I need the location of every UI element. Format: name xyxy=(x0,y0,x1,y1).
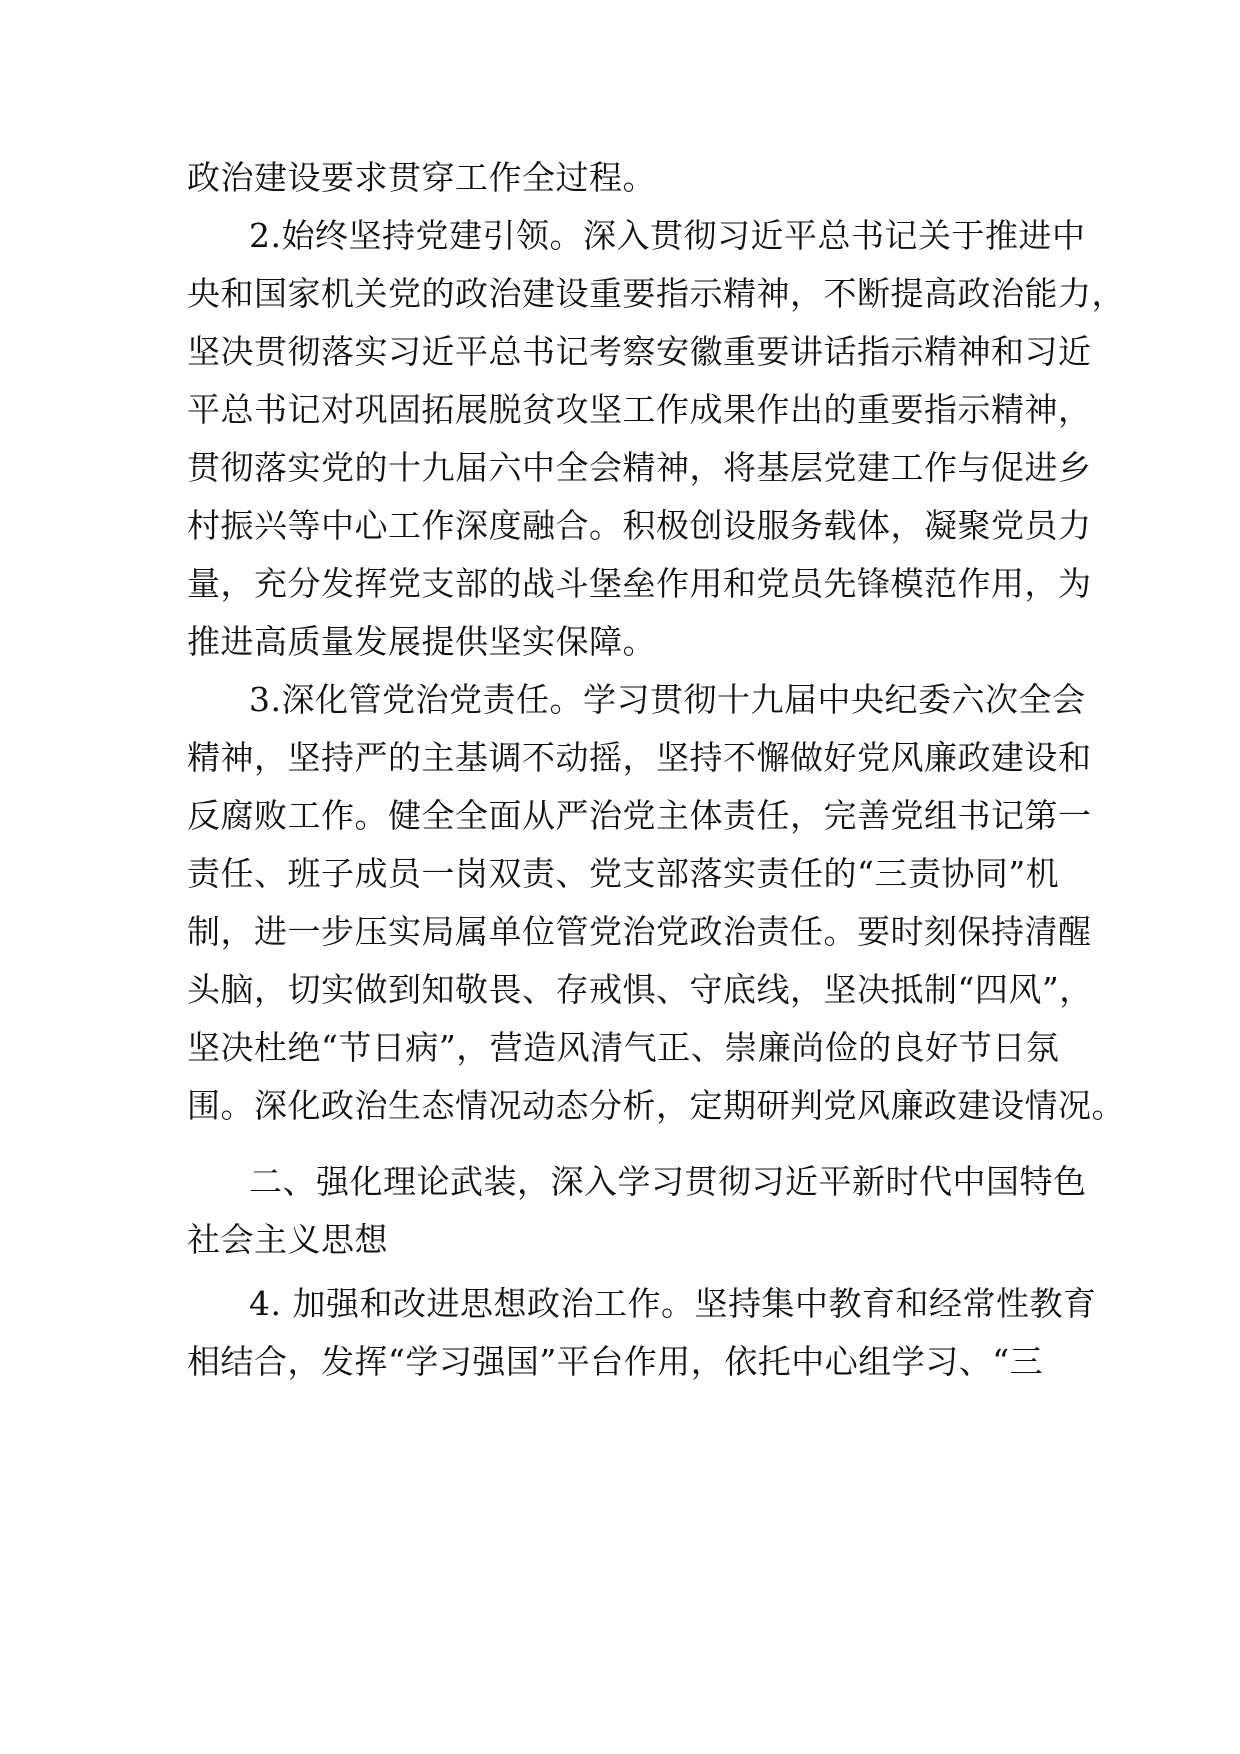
paragraph-3-line-1: 3.深化管党治党责任。学习贯彻十九届中央纪委六次全会 xyxy=(249,680,1086,719)
paragraph-4-line-1: 4. 加强和改进思想政治工作。坚持集中教育和经常性教育 xyxy=(249,1284,1097,1323)
paragraph-2-line-1: 2.始终坚持党建引领。深入贯彻习近平总书记关于推进中 xyxy=(249,216,1086,255)
paragraph-2-line-5: 贯彻落实党的十九届六中全会精神，将基层党建工作与促进乡 xyxy=(187,448,1092,487)
paragraph-3-line-2: 精神，坚持严的主基调不动摇，坚持不懈做好党风廉政建设和 xyxy=(187,738,1092,777)
paragraph-3-line-3: 反腐败工作。健全全面从严治党主体责任，完善党组书记第一 xyxy=(187,796,1092,835)
paragraph-3-line-5: 制，进一步压实局属单位管党治党政治责任。要时刻保持清醒 xyxy=(187,912,1092,951)
paragraph-3-line-8: 围。深化政治生态情况动态分析，定期研判党风廉政建设情况。 xyxy=(187,1086,1125,1125)
paragraph-2-line-6: 村振兴等中心工作深度融合。积极创设服务载体，凝聚党员力 xyxy=(187,506,1092,545)
paragraph-2-line-7: 量，充分发挥党支部的战斗堡垒作用和党员先锋模范作用，为 xyxy=(187,564,1092,603)
paragraph-3-line-6: 头脑，切实做到知敬畏、存戒惧、守底线，坚决抵制“四风”， xyxy=(187,970,1093,1009)
paragraph-2-line-2: 央和国家机关党的政治建设重要指示精神，不断提高政治能力， xyxy=(187,274,1125,313)
paragraph-4-line-2: 相结合，发挥“学习强国”平台作用，依托中心组学习、“三 xyxy=(187,1342,1044,1381)
paragraph-3-line-7: 坚决杜绝“节日病”，营造风清气正、崇廉尚俭的良好节日氛 xyxy=(187,1028,1060,1067)
paragraph-2-line-8: 推进高质量发展提供坚实保障。 xyxy=(187,622,656,661)
section-heading-line-2: 社会主义思想 xyxy=(187,1220,388,1259)
paragraph-2-line-3: 坚决贯彻落实习近平总书记考察安徽重要讲话指示精神和习近 xyxy=(187,332,1092,371)
paragraph-1-line-1: 政治建设要求贯穿工作全过程。 xyxy=(187,158,656,197)
section-heading-line-1: 二、强化理论武装，深入学习贯彻习近平新时代中国特色 xyxy=(249,1162,1087,1201)
paragraph-3-line-4: 责任、班子成员一岗双责、党支部落实责任的“三责协同”机 xyxy=(187,854,1060,893)
paragraph-2-line-4: 平总书记对巩固拓展脱贫攻坚工作成果作出的重要指示精神， xyxy=(187,390,1092,429)
